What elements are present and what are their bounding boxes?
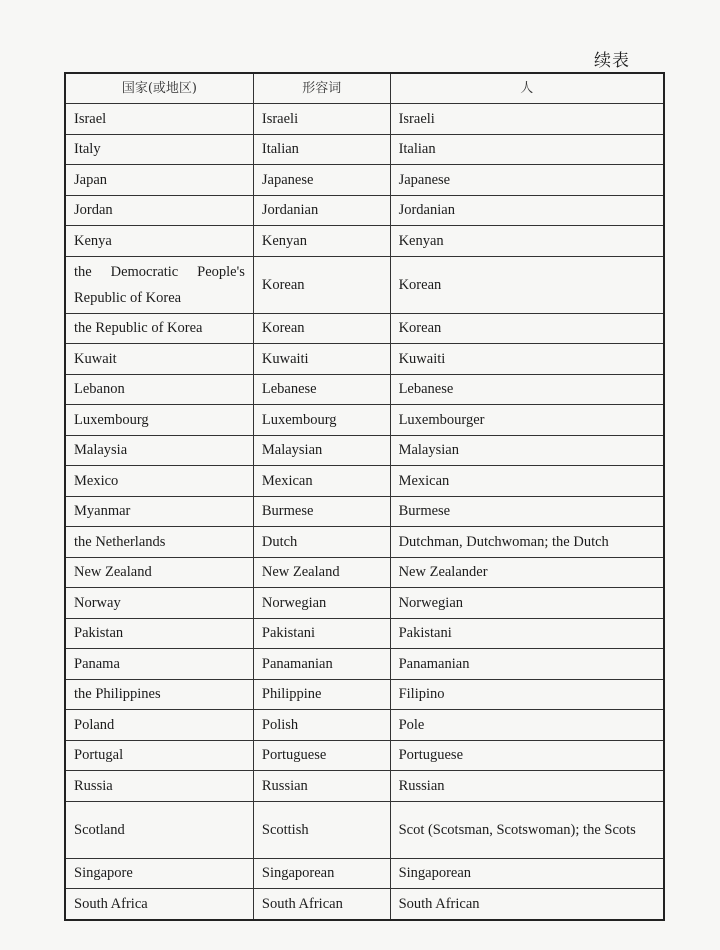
cell-country: Scotland	[65, 801, 253, 858]
cell-adjective: Norwegian	[253, 588, 390, 619]
cell-adjective: Korean	[253, 256, 390, 313]
cell-country: the Democratic People's Republic of Korea	[65, 256, 253, 313]
cell-adjective: Singaporean	[253, 858, 390, 889]
cell-adjective: South African	[253, 889, 390, 920]
cell-person: Filipino	[390, 679, 664, 710]
cell-adjective: Polish	[253, 710, 390, 741]
cell-person: Burmese	[390, 496, 664, 527]
header-country: 国家(或地区)	[65, 73, 253, 104]
cell-person: Israeli	[390, 104, 664, 135]
cell-country: Italy	[65, 134, 253, 165]
cell-person: Scot (Scotsman, Scotswoman); the Scots	[390, 801, 664, 858]
cell-person: Kuwaiti	[390, 344, 664, 375]
cell-adjective: Kenyan	[253, 226, 390, 257]
cell-country: Pakistan	[65, 618, 253, 649]
cell-country: South Africa	[65, 889, 253, 920]
cell-person: Russian	[390, 771, 664, 802]
cell-person: Kenyan	[390, 226, 664, 257]
nationality-table	[64, 72, 665, 921]
table-row	[65, 104, 664, 135]
table-row	[65, 588, 664, 619]
cell-person: Korean	[390, 313, 664, 344]
table-row	[65, 679, 664, 710]
cell-country: the Republic of Korea	[65, 313, 253, 344]
cell-adjective: Pakistani	[253, 618, 390, 649]
cell-country: Japan	[65, 165, 253, 196]
table-row	[65, 435, 664, 466]
cell-person: New Zealander	[390, 557, 664, 588]
cell-country: the Netherlands	[65, 527, 253, 558]
table-row	[65, 344, 664, 375]
cell-person: Lebanese	[390, 374, 664, 405]
cell-adjective: Israeli	[253, 104, 390, 135]
cell-country: Panama	[65, 649, 253, 680]
table-row	[65, 771, 664, 802]
table-row	[65, 740, 664, 771]
table-header-row	[65, 73, 664, 104]
cell-person: Pole	[390, 710, 664, 741]
cell-person: Portuguese	[390, 740, 664, 771]
table-row	[65, 557, 664, 588]
cell-adjective: Scottish	[253, 801, 390, 858]
cell-country: Kenya	[65, 226, 253, 257]
cell-adjective: Luxembourg	[253, 405, 390, 436]
cell-country: the Philippines	[65, 679, 253, 710]
cell-adjective: New Zealand	[253, 557, 390, 588]
cell-person: Pakistani	[390, 618, 664, 649]
cell-person: Malaysian	[390, 435, 664, 466]
cell-adjective: Jordanian	[253, 195, 390, 226]
cell-adjective: Burmese	[253, 496, 390, 527]
cell-person: Singaporean	[390, 858, 664, 889]
table-row	[65, 195, 664, 226]
cell-country: Kuwait	[65, 344, 253, 375]
cell-adjective: Panamanian	[253, 649, 390, 680]
table-row	[65, 649, 664, 680]
table-body	[65, 104, 664, 920]
cell-country: New Zealand	[65, 557, 253, 588]
table-row	[65, 134, 664, 165]
header-person: 人	[390, 73, 664, 104]
table-row	[65, 405, 664, 436]
cell-person: Japanese	[390, 165, 664, 196]
continued-label: 续表	[594, 51, 630, 71]
cell-country: Portugal	[65, 740, 253, 771]
table-row	[65, 889, 664, 920]
cell-person: Dutchman, Dutchwoman; the Dutch	[390, 527, 664, 558]
cell-adjective: Korean	[253, 313, 390, 344]
table-row	[65, 466, 664, 497]
table-row	[65, 858, 664, 889]
cell-person: Mexican	[390, 466, 664, 497]
cell-adjective: Kuwaiti	[253, 344, 390, 375]
cell-country: Malaysia	[65, 435, 253, 466]
cell-country: Luxembourg	[65, 405, 253, 436]
cell-adjective: Dutch	[253, 527, 390, 558]
cell-country: Russia	[65, 771, 253, 802]
cell-adjective: Malaysian	[253, 435, 390, 466]
cell-adjective: Portuguese	[253, 740, 390, 771]
cell-person: Luxembourger	[390, 405, 664, 436]
header-adjective: 形容词	[253, 73, 390, 104]
cell-person: Korean	[390, 256, 664, 313]
cell-person: Jordanian	[390, 195, 664, 226]
table-row	[65, 496, 664, 527]
cell-country: Poland	[65, 710, 253, 741]
cell-person: South African	[390, 889, 664, 920]
cell-adjective: Lebanese	[253, 374, 390, 405]
table-row	[65, 165, 664, 196]
table-row	[65, 226, 664, 257]
table-row	[65, 527, 664, 558]
table-row	[65, 801, 664, 858]
cell-adjective: Italian	[253, 134, 390, 165]
cell-country: Mexico	[65, 466, 253, 497]
cell-person: Italian	[390, 134, 664, 165]
cell-adjective: Japanese	[253, 165, 390, 196]
cell-country: Singapore	[65, 858, 253, 889]
cell-adjective: Russian	[253, 771, 390, 802]
cell-person: Norwegian	[390, 588, 664, 619]
cell-country: Jordan	[65, 195, 253, 226]
table-row	[65, 710, 664, 741]
cell-adjective: Mexican	[253, 466, 390, 497]
table-row	[65, 256, 664, 313]
cell-adjective: Philippine	[253, 679, 390, 710]
cell-country: Lebanon	[65, 374, 253, 405]
cell-person: Panamanian	[390, 649, 664, 680]
table-row	[65, 313, 664, 344]
cell-country: Myanmar	[65, 496, 253, 527]
cell-country: Israel	[65, 104, 253, 135]
table-row	[65, 374, 664, 405]
cell-country: Norway	[65, 588, 253, 619]
table-row	[65, 618, 664, 649]
